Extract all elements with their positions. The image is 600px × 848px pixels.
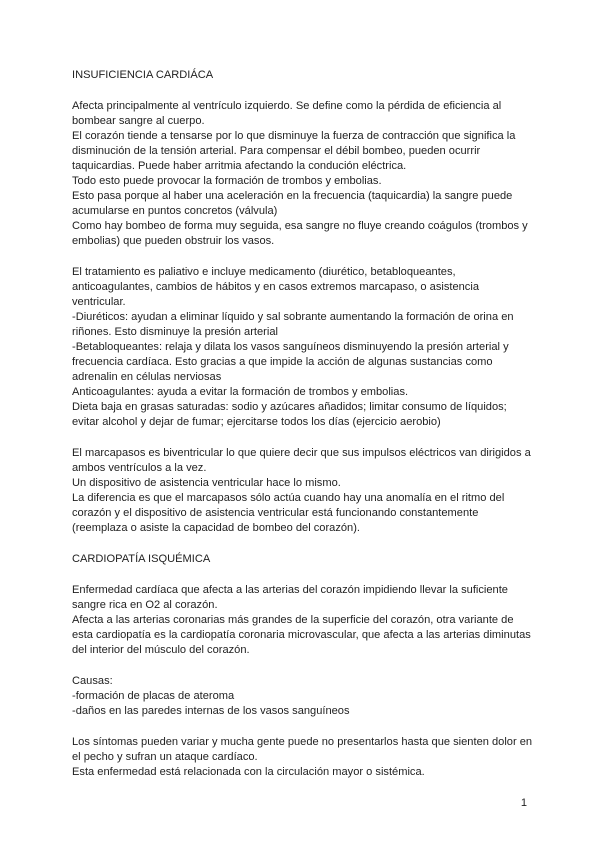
paragraph: Dieta baja en grasas saturadas: sodio y azúcares añadidos; limitar consumo de líquidos; evitar alcohol y dejar de fumar; ejercitarse todos los días (ejercicio aerobio) (72, 401, 507, 428)
paragraph: -Diuréticos: ayudan a eliminar líquido y sal sobrante aumentando la formación de orina en riñones. Esto disminuye la presión arterial (72, 311, 514, 338)
paragraph: Como hay bombeo de forma muy seguida, esa sangre no fluye creando coágulos (trombos y embolias) que pueden obstruir los vasos. (72, 220, 528, 247)
causes-label: Causas: (72, 675, 113, 687)
spacer (72, 83, 534, 99)
spacer (72, 567, 534, 583)
page-number: 1 (520, 797, 527, 809)
list-item: -formación de placas de ateroma (72, 690, 235, 702)
section-heading-cardiopatia: CARDIOPATÍA ISQUÉMICA (72, 553, 211, 565)
paragraph: Esta enfermedad está relacionada con la circulación mayor o sistémica. (72, 766, 425, 778)
paragraph: Todo esto puede provocar la formación de trombos y embolias. (72, 175, 382, 187)
paragraph: Anticoagulantes: ayuda a evitar la formación de trombos y embolias. (72, 386, 409, 398)
spacer (72, 536, 534, 552)
document-body (72, 68, 534, 780)
list-item: -daños en las paredes internas de los vasos sanguíneos (72, 705, 350, 717)
paragraph: El tratamiento es paliativo e incluye medicamento (diurético, betabloqueantes, anticoagulantes, cambios de hábitos y en casos extremos marcapaso, o asistencia ventricular. (72, 266, 479, 308)
paragraph: Esto pasa porque al haber una aceleración en la frecuencia (taquicardia) la sangre puede acumularse en puntos concretos (válvula) (72, 190, 513, 217)
section-heading-insuficiencia: INSUFICIENCIA CARDIÁCA (72, 69, 214, 81)
spacer (72, 658, 534, 674)
spacer (72, 249, 534, 265)
paragraph: La diferencia es que el marcapasos sólo actúa cuando hay una anomalía en el ritmo del corazón y el dispositivo de asistencia ventricular está funcionando constantemente (reemplaza o asiste la capacidad de bombeo del corazón). (72, 492, 505, 534)
paragraph: El corazón tiende a tensarse por lo que disminuye la fuerza de contracción que significa la disminución de la tensión arterial. Para compensar el débil bombeo, pueden ocurrir taquicardias. Puede haber arritmia afectando la condución eléctrica. (72, 130, 516, 172)
paragraph: El marcapasos es biventricular lo que quiere decir que sus impulsos eléctricos van dirigidos a ambos ventrículos a la vez. (72, 447, 531, 474)
spacer (72, 430, 534, 446)
paragraph: -Betabloqueantes: relaja y dilata los vasos sanguíneos disminuyendo la presión arterial y frecuencia cardíaca. Esto gracias a que impide la acción de algunas sustancias como adrenalin en células nerviosas (72, 341, 509, 383)
paragraph: Afecta principalmente al ventrículo izquierdo. Se define como la pérdida de eficiencia al bombear sangre al cuerpo. (72, 100, 502, 127)
paragraph: Los síntomas pueden variar y mucha gente puede no presentarlos hasta que sienten dolor en el pecho y sufran un ataque cardíaco. (72, 736, 533, 763)
paragraph: Un dispositivo de asistencia ventricular hace lo mismo. (72, 477, 341, 489)
paragraph: Afecta a las arterias coronarias más grandes de la superficie del corazón, otra variante de esta cardiopatía es la cardiopatía coronaria microvascular, que afecta a las arterias diminutas del interior del músculo del corazón. (72, 614, 531, 656)
paragraph: Enfermedad cardíaca que afecta a las arterias del corazón impidiendo llevar la suficiente sangre rica en O2 al corazón. (72, 584, 508, 611)
spacer (72, 719, 534, 735)
